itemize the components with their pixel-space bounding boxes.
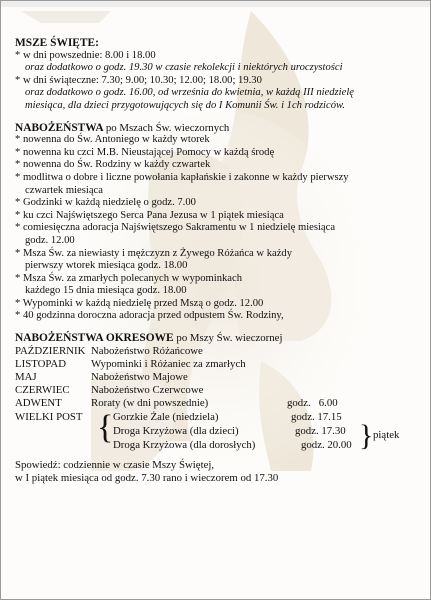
devotions-list xyxy=(15,134,425,323)
period-label: CZERWIEC xyxy=(15,384,70,397)
table-row xyxy=(15,345,425,358)
holiday-masses-extra-1: oraz dodatkowo o godz. 16.00, od września do kwietnia, w każdą III niedzielę xyxy=(25,87,354,99)
period-devotion: Wypominki i Różaniec za zmarłych xyxy=(91,357,246,370)
devotions-subtitle: po Mszach Św. wieczornych xyxy=(105,121,230,134)
period-time: godz. 6.00 xyxy=(287,397,338,410)
left-brace: { xyxy=(97,408,114,446)
masses-title: MSZE ŚWIĘTE: xyxy=(15,37,99,49)
confession-info xyxy=(15,459,425,485)
holiday-masses-extra-2: miesiąca, dla dzieci przygotowujących się do I Komunii Św. i 1ch rodziców. xyxy=(25,99,345,111)
seasonal-subtitle: po Mszy Św. wieczornej xyxy=(176,332,283,345)
list-item: * nowenna do Św. Rodziny w każdy czwartek xyxy=(15,159,211,171)
list-item: * nowenna do Św. Antoniego w każdy wtorek xyxy=(15,134,210,146)
seasonal-devotions-table xyxy=(15,345,425,453)
table-row xyxy=(15,397,425,410)
table-row xyxy=(15,358,425,371)
seasonal-devotions-title xyxy=(15,332,425,345)
lent-item-time: godz. 17.30 xyxy=(295,424,346,437)
lent-item-time: godz. 17.15 xyxy=(291,410,342,423)
period-devotion: Nabożeństwo Majowe xyxy=(91,371,188,384)
holiday-masses: * w dni świąteczne: 7.30; 9.00; 10.30; 12.00; 18.00; 19.30 xyxy=(15,74,262,86)
list-item: * Godzinki w każdą niedzielę o godz. 7.00 xyxy=(15,197,196,209)
list-item: każdego 15 dnia miesiąca godz. 18.00 xyxy=(25,285,187,297)
list-item: godz. 12.00 xyxy=(25,234,75,246)
lent-item-name: Gorzkie Żale (niedziela) xyxy=(113,410,219,423)
table-row xyxy=(15,371,425,384)
period-devotion: Nabożeństwo Czerwcowe xyxy=(91,384,204,397)
period-devotion: Nabożeństwo Różańcowe xyxy=(91,344,203,357)
list-item: * 40 godzinna doroczna adoracja przed odpustem Św. Rodziny, xyxy=(15,310,284,322)
lent-block xyxy=(15,408,425,453)
period-label: PAŹDZIERNIK xyxy=(15,344,86,357)
friday-note: piątek xyxy=(373,428,400,441)
list-item: * Wypominki w każdą niedzielę przed Mszą o godz. 12.00 xyxy=(15,297,264,309)
schedule-content xyxy=(15,37,425,485)
lent-item-time: godz. 20.00 xyxy=(301,438,352,451)
devotions-title xyxy=(15,122,425,135)
list-item: * Msza Św. za niewiasty i mężczyzn z Żywego Różańca w każdy xyxy=(15,247,292,259)
right-brace: } xyxy=(359,418,374,452)
confession-line-1: Spowiedź: codziennie w czasie Mszy Świętej, xyxy=(15,458,215,471)
list-item: * ku czci Najświętszego Serca Pana Jezusa w 1 piątek miesiąca xyxy=(15,209,284,221)
list-item: * comiesięczna adoracja Najświętszego Sakramentu w 1 niedzielę miesiąca xyxy=(15,222,336,234)
devotions-title-text: NABOŻEŃSTWA xyxy=(15,121,103,134)
list-item: czwartek miesiąca xyxy=(25,184,103,196)
lent-item-name: Droga Krzyżowa (dla dorosłych) xyxy=(113,438,256,451)
list-item: * Msza Św. za zmarłych polecanych w wypominkach xyxy=(15,272,243,284)
list-item: pierwszy wtorek miesiąca godz. 18.00 xyxy=(25,260,188,272)
period-label: WIELKI POST xyxy=(15,410,83,423)
weekday-masses-extra: oraz dodatkowo o godz. 19.30 w czasie rekolekcji i niektórych uroczystości xyxy=(25,62,343,74)
period-label: ADWENT xyxy=(15,397,62,410)
period-label: MAJ xyxy=(15,371,37,384)
list-item: * nowenna ku czci M.B. Nieustającej Pomocy w każdą środę xyxy=(15,146,275,158)
table-row xyxy=(15,384,425,397)
seasonal-title-text: NABOŻEŃSTWA OKRESOWE xyxy=(15,332,174,345)
confession-line-2: w I piątek miesiąca od godz. 7.30 rano i wieczorem od 17.30 xyxy=(15,471,279,484)
lent-item-name: Droga Krzyżowa (dla dzieci) xyxy=(113,424,239,437)
list-item: * modlitwa o dobre i liczne powołania kapłańskie i zakonne w każdy pierwszy xyxy=(15,171,349,183)
period-label: LISTOPAD xyxy=(15,357,67,370)
period-devotion: Roraty (w dni powszednie) xyxy=(91,397,209,410)
weekday-masses: * w dni powszednie: 8.00 i 18.00 xyxy=(15,49,156,61)
